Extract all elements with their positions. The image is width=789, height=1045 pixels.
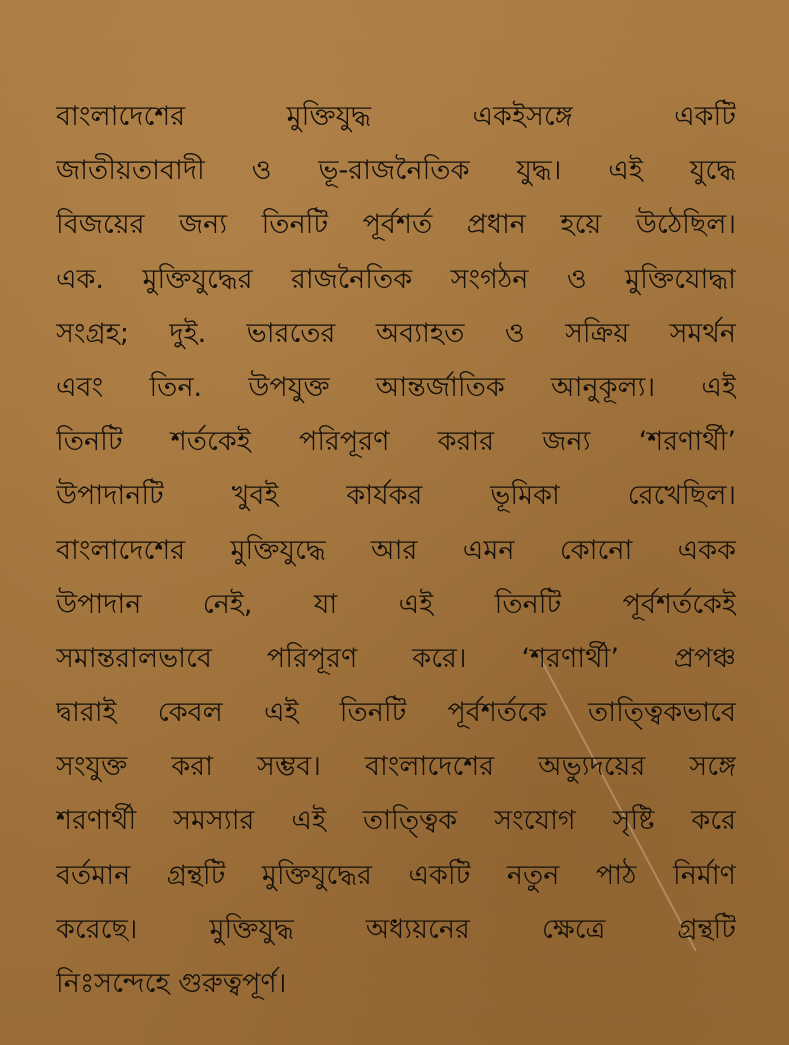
blurb-line: শরণার্থী সমস্যার এই তাত্ত্বিক সংযোগ সৃষ্টি করে [56, 805, 736, 837]
blurb-line: উপাদানটি খুবই কার্যকর ভূমিকা রেখেছিল। [56, 480, 736, 512]
blurb-line: বিজয়ের জন্য তিনটি পূর্বশর্ত প্রধান হয়ে উঠেছিল। [56, 209, 736, 241]
blurb-line: বর্তমান গ্রন্থটি মুক্তিযুদ্ধের একটি নতুন পাঠ নির্মাণ [56, 859, 736, 891]
blurb-paragraph [56, 90, 736, 1020]
blurb-line: বাংলাদেশের মুক্তিযুদ্ধে আর এমন কোনো একক [56, 534, 736, 566]
blurb-line: তিনটি শর্তকেই পরিপূরণ করার জন্য ‘শরণার্থী’ [56, 426, 736, 458]
blurb-line: এক. মুক্তিযুদ্ধের রাজনৈতিক সংগঠন ও মুক্তিযোদ্ধা [56, 263, 736, 295]
blurb-line: করেছে। মুক্তিযুদ্ধ অধ্যয়নের ক্ষেত্রে গ্রন্থটি [56, 913, 736, 945]
blurb-line: নিঃসন্দেহে গুরুত্বপূর্ণ। [56, 968, 287, 999]
blurb-line: সংযুক্ত করা সম্ভব। বাংলাদেশের অভ্যুদয়ের সঙ্গে [56, 751, 736, 783]
blurb-line: উপাদান নেই, যা এই তিনটি পূর্বশর্তকেই [56, 588, 736, 620]
blurb-line: সংগ্রহ; দুই. ভারতের অব্যাহত ও সক্রিয় সমর্থন [56, 317, 736, 349]
blurb-line: সমান্তরালভাবে পরিপূরণ করে। ‘শরণার্থী’ প্রপঞ্চ [56, 642, 736, 674]
blurb-line: বাংলাদেশের মুক্তিযুদ্ধ একইসঙ্গে একটি [56, 101, 736, 132]
blurb-line: জাতীয়তাবাদী ও ভূ-রাজনৈতিক যুদ্ধ। এই যুদ্ধে [56, 155, 736, 187]
blurb-line: এবং তিন. উপযুক্ত আন্তর্জাতিক আনুকূল্য। এই [56, 371, 736, 403]
blurb-line: দ্বারাই কেবল এই তিনটি পূর্বশর্তকে তাত্ত্বিকভাবে [56, 697, 736, 729]
